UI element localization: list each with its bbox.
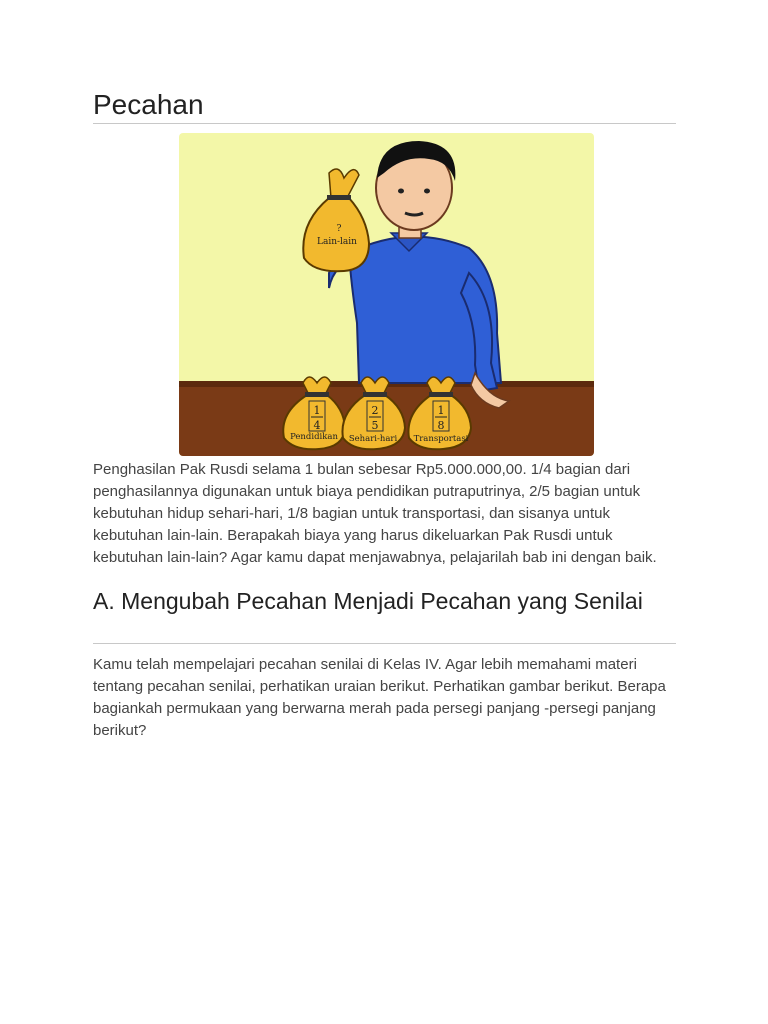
intro-paragraph: Penghasilan Pak Rusdi selama 1 bulan sebesar Rp5.000.000,00. 1/4 bagian dari penghasilannya digunakan untuk biaya pendidikan putraputrinya, 2/5 bagian untuk kebutuhan hidup sehari-hari, 1/8 bagian untuk transportasi, dan sisanya untuk kebutuhan lain-lain. Berapakah biaya yang harus dikeluarkan Pak Rusdi untuk kebutuhan lain-lain? Agar kamu dapat menjawabnya, pelajarilah bab ini dengan baik. [93, 461, 657, 566]
page-title: Pecahan [93, 89, 204, 120]
title-divider [93, 123, 676, 124]
svg-text:Transportasi: Transportasi [413, 434, 469, 444]
illustration-man-with-money-bags [179, 133, 594, 456]
svg-text:5: 5 [371, 419, 379, 432]
svg-text:8: 8 [437, 419, 445, 432]
svg-text:Sehari-hari: Sehari-hari [348, 434, 398, 444]
section-a-paragraph: Kamu telah mempelajari pecahan senilai di Kelas IV. Agar lebih memahami materi tentang pecahan senilai, perhatikan uraian berikut. Perhatikan gambar berikut. Berapa bagiankah permukaan yang berwarna merah pada persegi panjang -persegi panjang berikut? [93, 656, 666, 739]
svg-text:4: 4 [313, 419, 321, 432]
svg-text:1: 1 [437, 404, 445, 417]
svg-text:Lain-lain: Lain-lain [317, 237, 357, 247]
svg-text:2: 2 [371, 404, 379, 417]
svg-text:Pendidikan: Pendidikan [290, 432, 338, 442]
svg-text:1: 1 [313, 404, 321, 417]
section-a-heading: A. Mengubah Pecahan Menjadi Pecahan yang Senilai [93, 588, 643, 614]
svg-text:?: ? [336, 224, 342, 234]
section-divider [93, 643, 676, 644]
